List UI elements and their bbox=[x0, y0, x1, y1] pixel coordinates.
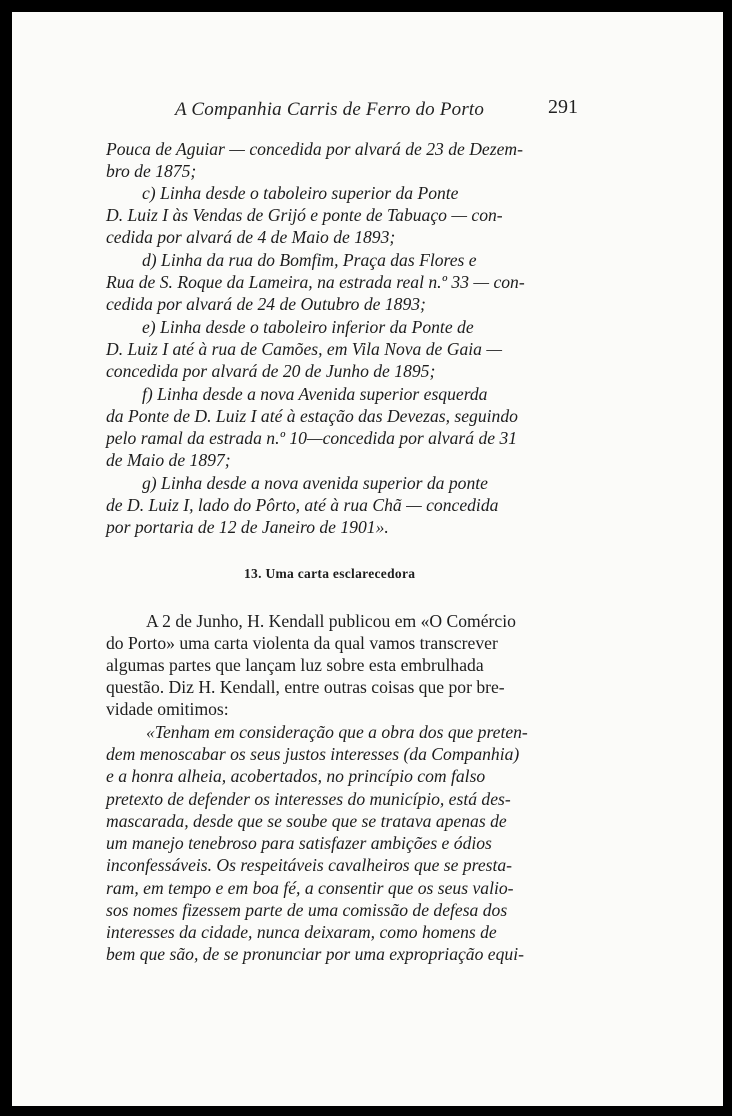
text-line: da Ponte de D. Luiz I até à estação das Devezas, seguindo bbox=[106, 406, 518, 426]
text-line: d) Linha da rua do Bomfim, Praça das Flores e bbox=[142, 250, 477, 270]
text-line: cedida por alvará de 4 de Maio de 1893; bbox=[106, 227, 396, 247]
text-line: dem menoscabar os seus justos interesses (da Companhia) bbox=[106, 744, 520, 764]
text-line: cedida por alvará de 24 de Outubro de 1893; bbox=[106, 294, 426, 314]
text-line: interesses da cidade, nunca deixaram, como homens de bbox=[106, 922, 497, 942]
text-line: do Porto» uma carta violenta da qual vamos transcrever bbox=[106, 633, 498, 653]
text-line: f) Linha desde a nova Avenida superior esquerda bbox=[142, 384, 488, 404]
page-number: 291 bbox=[548, 96, 578, 118]
text-line: de Maio de 1897; bbox=[106, 450, 231, 470]
text-line: bro de 1875; bbox=[106, 161, 197, 181]
text-line: bem que são, de se pronunciar por uma expropriação equi- bbox=[106, 944, 524, 964]
text-line: mascarada, desde que se soube que se tratava apenas de bbox=[106, 811, 507, 831]
text-line: D. Luiz I às Vendas de Grijó e ponte de Tabuaço — con- bbox=[106, 205, 503, 225]
running-title: A Companhia Carris de Ferro do Porto bbox=[175, 99, 485, 120]
text-line: algumas partes que lançam luz sobre esta embrulhada bbox=[106, 655, 484, 675]
text-line: «Tenham em consideração que a obra dos que preten- bbox=[146, 722, 528, 742]
book-page bbox=[12, 12, 723, 1106]
section-heading: 13. Uma carta esclarecedora bbox=[244, 566, 416, 581]
text-line: ram, em tempo e em boa fé, a consentir que os seus valio- bbox=[106, 878, 514, 898]
text-line: pelo ramal da estrada n.º 10—concedida por alvará de 31 bbox=[106, 428, 518, 448]
text-line: Pouca de Aguiar — concedida por alvará de 23 de Dezem- bbox=[106, 139, 523, 159]
text-line: vidade omitimos: bbox=[106, 699, 229, 719]
text-line: concedida por alvará de 20 de Junho de 1895; bbox=[106, 361, 436, 381]
text-line: c) Linha desde o taboleiro superior da Ponte bbox=[142, 183, 459, 203]
text-line: pretexto de defender os interesses do município, está des- bbox=[106, 789, 511, 809]
text-line: questão. Diz H. Kendall, entre outras coisas que por bre- bbox=[106, 677, 505, 697]
text-line: g) Linha desde a nova avenida superior da ponte bbox=[142, 473, 488, 493]
text-line: D. Luiz I até à rua de Camões, em Vila Nova de Gaia — bbox=[106, 339, 502, 359]
text-line: A 2 de Junho, H. Kendall publicou em «O Comércio bbox=[146, 611, 516, 631]
text-line: e) Linha desde o taboleiro inferior da Ponte de bbox=[142, 317, 474, 337]
text-line: e a honra alheia, acobertados, no princípio com falso bbox=[106, 766, 486, 786]
text-line: um manejo tenebroso para satisfazer ambições e ódios bbox=[106, 833, 492, 853]
text-line: de D. Luiz I, lado do Pôrto, até à rua Chã — concedida bbox=[106, 495, 499, 515]
text-line: por portaria de 12 de Janeiro de 1901». bbox=[106, 517, 389, 537]
text-line: inconfessáveis. Os respeitáveis cavalheiros que se presta- bbox=[106, 855, 513, 875]
text-line: Rua de S. Roque da Lameira, na estrada real n.º 33 — con- bbox=[106, 272, 525, 292]
text-line: sos nomes fizessem parte de uma comissão de defesa dos bbox=[106, 900, 508, 920]
